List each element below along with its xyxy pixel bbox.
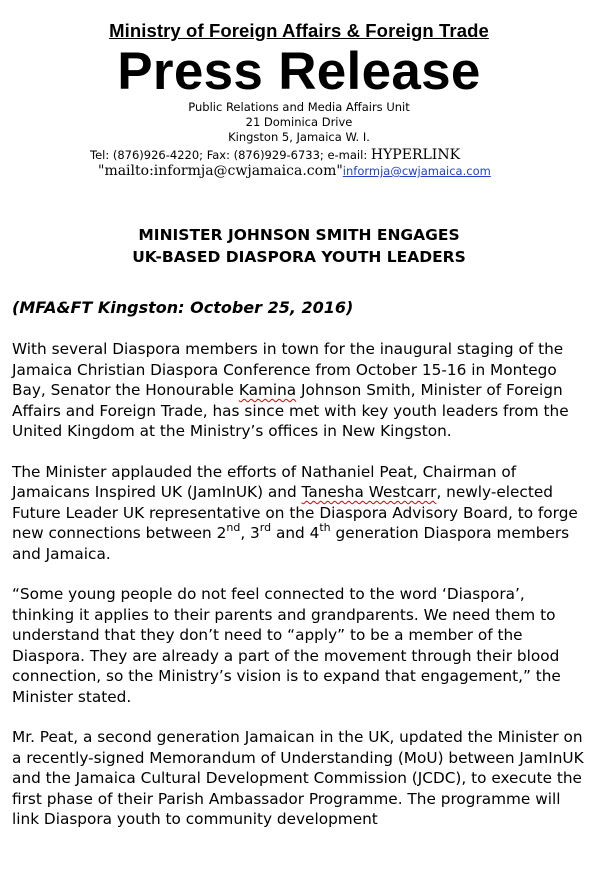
email-link[interactable]: informja@cwjamaica.com — [342, 164, 491, 178]
superscript-th: th — [319, 521, 331, 534]
hyperlink-label: HYPERLINK — [370, 147, 461, 163]
address-line-1: 21 Dominica Drive — [245, 115, 353, 129]
contact-numbers: Tel: (876)926-4220; Fax: (876)929-6733; e-mail: — [90, 148, 368, 162]
paragraph-2-text-c: , 3 — [240, 524, 260, 542]
address-line-2: Kingston 5, Jamaica W. I. — [228, 130, 370, 144]
headline — [12, 224, 586, 268]
superscript-nd: nd — [226, 521, 241, 534]
superscript-rd: rd — [259, 521, 272, 534]
paragraph-3: “Some young people do not feel connected to the word ‘Diaspora’, thinking it applies to their parents and grandparents. We need them to understand that they don’t need to “apply” to be a member of the Diaspora. They are already a part of the movement through their blood connection, so the Ministry’s vision is to expand that engagement,” the Minister stated. — [12, 585, 561, 706]
paragraph-1 — [12, 339, 586, 442]
paragraph-1-text-a: With several Diaspora members in town for the inaugural staging of the Jamaica Christian Diaspora Conference from October 15-16 in Montego Bay, Senator the Honourable — [12, 340, 564, 399]
press-release-page — [0, 20, 600, 889]
paragraph-2 — [12, 462, 586, 565]
paragraph-2-text-b: , newly-elected Future Leader UK representative on the Diaspora Advisory Board, to forge new connections between 2 — [12, 483, 578, 542]
mailto-line — [98, 163, 586, 180]
spellcheck-name: Tanesha Westcarr — [301, 483, 437, 501]
press-release-title: Press Release — [117, 42, 481, 101]
paragraph-1-text-b: Johnson Smith, Minister of Foreign Affairs and Foreign Trade, has since met with key youth leaders from the United Kingdom at the Ministry’s offices in New Kingston. — [12, 381, 569, 440]
paragraph-2-text-a: The Minister applauded the efforts of Nathaniel Peat, Chairman of Jamaicans Inspired UK (JamInUK) and — [12, 462, 517, 501]
paragraph-4: Mr. Peat, a second generation Jamaican in the UK, updated the Minister on a recently-signed Memorandum of Understanding (MoU) between JamInUK and the Jamaica Cultural Development Commission (JCDC), to execute the first phase of their Parish Ambassador Programme. The programme will link Diaspora youth to community development — [12, 728, 584, 828]
headline-line-1: MINISTER JOHNSON SMITH ENGAGES — [138, 226, 460, 244]
headline-line-2: UK-BASED DIASPORA YOUTH LEADERS — [132, 248, 466, 266]
spellcheck-word: Kamina — [238, 381, 297, 399]
contact-line — [90, 147, 586, 163]
unit-name: Public Relations and Media Affairs Unit — [188, 100, 410, 114]
paragraph-2-text-d: and 4 — [271, 524, 320, 542]
mailto-text: "mailto:informja@cwjamaica.com" — [98, 163, 343, 179]
dateline: (MFA&FT Kingston: October 25, 2016) — [12, 298, 354, 317]
paragraph-2-text-e: generation Diaspora members and Jamaica. — [12, 524, 570, 563]
ministry-name: Ministry of Foreign Affairs & Foreign Trade — [109, 20, 489, 41]
unit-address — [12, 100, 586, 145]
